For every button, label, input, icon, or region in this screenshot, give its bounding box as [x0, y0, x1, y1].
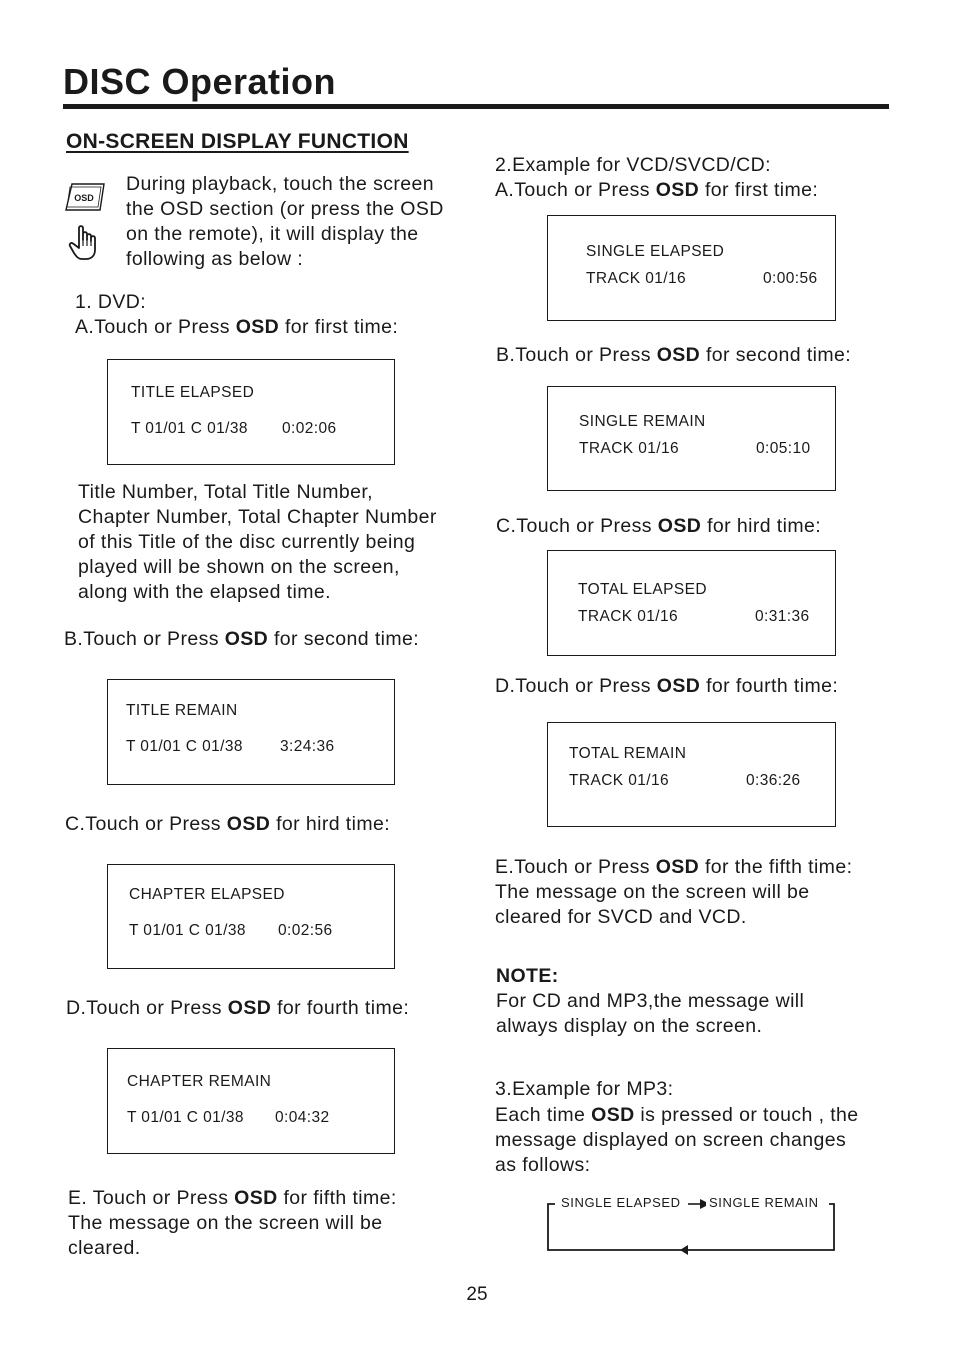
osd-mode-text: CHAPTER REMAIN	[127, 1073, 272, 1090]
page-number: 25	[466, 1284, 488, 1305]
osd-mode-text: SINGLE REMAIN	[579, 413, 706, 430]
mp3-flow-diagram	[540, 1190, 842, 1256]
mp3-line: as follows:	[495, 1154, 591, 1176]
vcd-step-e: E.Touch or Press OSD for the fifth time: The message on the screen will be cleared for SVCD and VCD.	[495, 856, 853, 928]
dvd-step-e: E. Touch or Press OSD for fifth time: The message on the screen will be cleared.	[68, 1187, 397, 1259]
osd-position-text: TRACK 01/16	[569, 772, 670, 789]
vcd-step-c: C.Touch or Press OSD for hird time:	[496, 515, 822, 537]
section-heading: ON-SCREEN DISPLAY FUNCTION	[66, 130, 409, 153]
description-line: Title Number, Total Title Number,	[78, 481, 373, 503]
osd-mode-text: TITLE ELAPSED	[131, 384, 255, 401]
osd-position-text: TRACK 01/16	[578, 608, 679, 625]
osd-key-label: OSD	[226, 813, 271, 835]
osd-key-label: OSD	[655, 179, 700, 201]
osd-mode-text: CHAPTER ELAPSED	[129, 886, 285, 903]
mp3-line: message displayed on screen changes	[495, 1129, 847, 1151]
title-rule	[63, 104, 889, 109]
dvd-osd-box-c	[107, 864, 395, 969]
osd-position-text: T 01/01 C 01/38	[127, 1109, 244, 1126]
osd-key-label: OSD	[655, 856, 700, 878]
osd-position-text: TRACK 01/16	[579, 440, 680, 457]
osd-key-label: OSD	[235, 316, 280, 338]
osd-key-label: OSD	[234, 1187, 278, 1209]
dvd-step-b: B.Touch or Press OSD for second time:	[64, 628, 420, 650]
dvd-step-c: C.Touch or Press OSD for hird time:	[65, 813, 391, 835]
osd-time-text: 3:24:36	[280, 738, 335, 755]
dvd-osd-box-d	[107, 1048, 395, 1154]
description-line: The message on the screen will be	[68, 1212, 383, 1234]
intro-line: During playback, touch the screen	[126, 173, 435, 195]
dvd-heading: 1. DVD:	[75, 291, 147, 313]
osd-time-text: 0:02:06	[282, 420, 337, 437]
osd-key-label: OSD	[657, 515, 702, 537]
vcd-heading: 2.Example for VCD/SVCD/CD:	[495, 154, 771, 176]
vcd-osd-box-d	[547, 722, 836, 827]
note-block	[496, 964, 804, 1039]
dvd-osd-box-a	[107, 359, 395, 465]
osd-mode-text: TITLE REMAIN	[126, 702, 238, 719]
osd-time-text: 0:31:36	[755, 608, 810, 625]
note-line: always display on the screen.	[496, 1015, 763, 1037]
osd-position-text: T 01/01 C 01/38	[129, 922, 246, 939]
description-line: Chapter Number, Total Chapter Number	[78, 506, 437, 528]
osd-time-text: 0:04:32	[275, 1109, 330, 1126]
hand-pointer-icon	[68, 222, 102, 262]
description-line: The message on the screen will be	[495, 881, 810, 903]
intro-line: on the remote), it will display the	[126, 223, 419, 245]
osd-mode-text: TOTAL ELAPSED	[578, 581, 707, 598]
osd-key-label: OSD	[656, 344, 701, 366]
osd-button-icon	[64, 182, 106, 214]
osd-time-text: 0:05:10	[756, 440, 811, 457]
dvd-step-a: A.Touch or Press OSD for first time:	[75, 316, 399, 338]
osd-key-label: OSD	[591, 1104, 635, 1126]
vcd-osd-box-c	[547, 550, 836, 656]
intro-paragraph	[126, 172, 444, 272]
dvd-step-d: D.Touch or Press OSD for fourth time:	[66, 997, 410, 1019]
description-line: played will be shown on the screen,	[78, 556, 400, 578]
vcd-step-a: A.Touch or Press OSD for first time:	[495, 179, 819, 201]
osd-mode-text: SINGLE ELAPSED	[586, 243, 725, 260]
mp3-heading: 3.Example for MP3:	[495, 1078, 674, 1100]
dvd-osd-box-b	[107, 679, 395, 785]
note-line: For CD and MP3,the message will	[496, 990, 805, 1012]
osd-key-label: OSD	[224, 628, 269, 650]
intro-line: following as below :	[126, 248, 304, 270]
flow-single-elapsed: SINGLE ELAPSED	[558, 1195, 684, 1210]
vcd-step-d: D.Touch or Press OSD for fourth time:	[495, 675, 839, 697]
vcd-osd-box-b	[547, 386, 836, 491]
intro-line: the OSD section (or press the OSD	[126, 198, 444, 220]
osd-position-text: T 01/01 C 01/38	[126, 738, 243, 755]
vcd-osd-box-a	[547, 215, 836, 321]
vcd-step-b: B.Touch or Press OSD for second time:	[496, 344, 852, 366]
osd-key-label: OSD	[227, 997, 272, 1019]
osd-time-text: 0:02:56	[278, 922, 333, 939]
osd-key-label: OSD	[656, 675, 701, 697]
page-title: DISC Operation	[63, 61, 337, 102]
svg-text:OSD: OSD	[74, 193, 94, 203]
description-line: cleared.	[68, 1237, 141, 1259]
osd-time-text: 0:36:26	[746, 772, 801, 789]
osd-mode-text: TOTAL REMAIN	[569, 745, 687, 762]
note-heading: NOTE:	[496, 965, 559, 987]
osd-position-text: T 01/01 C 01/38	[131, 420, 248, 437]
osd-position-text: TRACK 01/16	[586, 270, 687, 287]
dvd-description	[78, 480, 437, 605]
description-line: of this Title of the disc currently being	[78, 531, 416, 553]
osd-time-text: 0:00:56	[763, 270, 818, 287]
flow-single-remain: SINGLE REMAIN	[706, 1195, 822, 1210]
description-line: along with the elapsed time.	[78, 581, 331, 603]
mp3-block: 3.Example for MP3: Each time OSD is pressed or touch , the message displayed on screen changes as follows:	[495, 1078, 859, 1176]
description-line: cleared for SVCD and VCD.	[495, 906, 747, 928]
